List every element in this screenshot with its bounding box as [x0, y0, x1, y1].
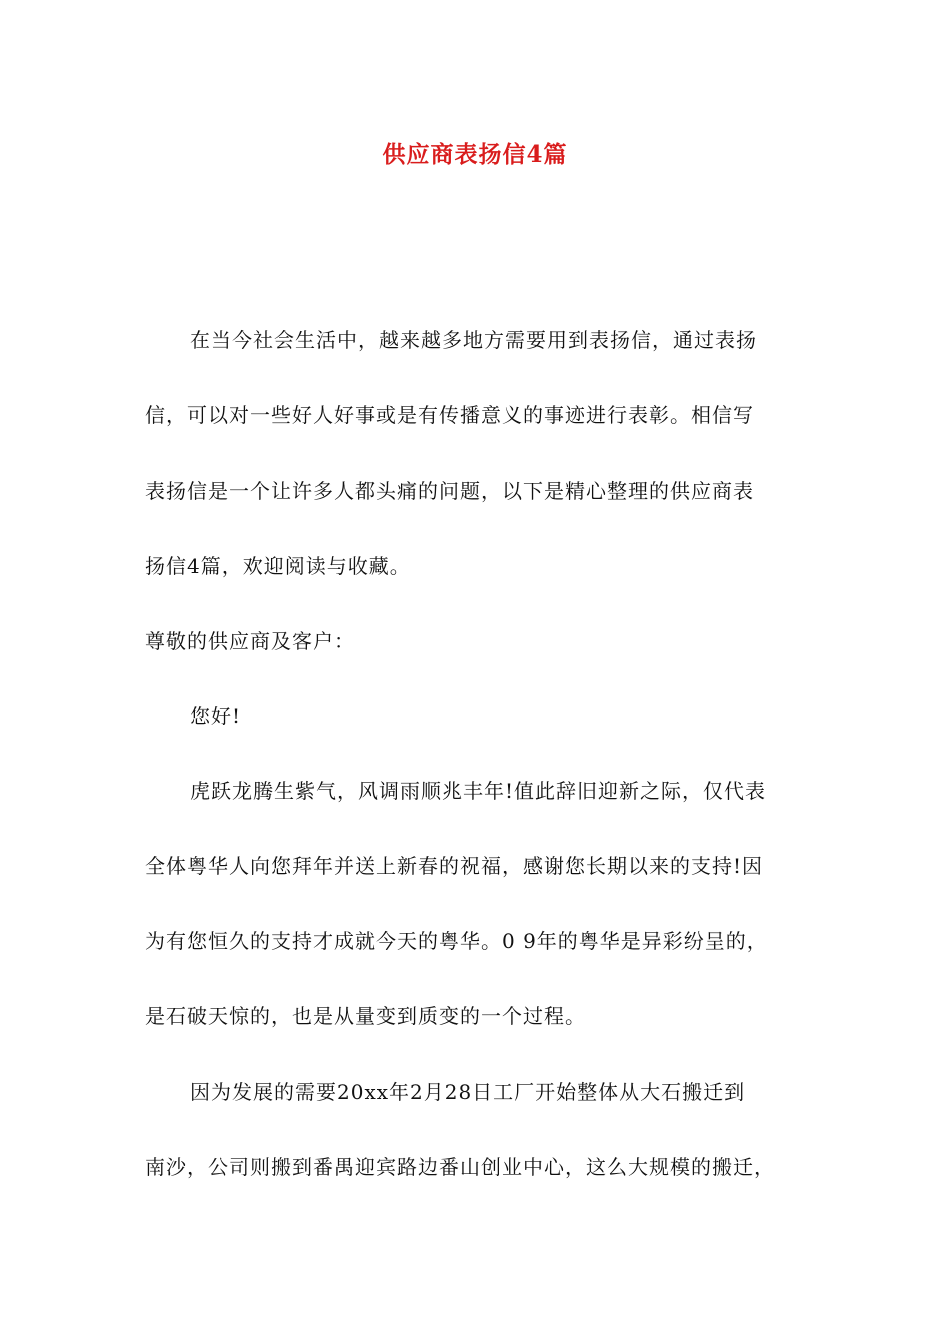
paragraph-line: 是石破天惊的，也是从量变到质变的一个过程。 [145, 1004, 586, 1028]
paragraph-line: 南沙，公司则搬到番禺迎宾路边番山创业中心，这么大规模的搬迁， [145, 1155, 775, 1179]
paragraph-line: 扬信4篇，欢迎阅读与收藏。 [145, 554, 411, 578]
paragraph-line: 因为发展的需要20xx年2月28日工厂开始整体从大石搬迁到 [190, 1080, 746, 1104]
greeting: 您好! [190, 704, 242, 728]
paragraph-line: 在当今社会生活中，越来越多地方需要用到表扬信，通过表扬 [190, 328, 757, 352]
paragraph-line: 信，可以对一些好人好事或是有传播意义的事迹进行表彰。相信写 [145, 403, 754, 427]
paragraph-line: 虎跃龙腾生紫气，风调雨顺兆丰年!值此辞旧迎新之际，仅代表 [190, 779, 767, 803]
paragraph-line: 表扬信是一个让许多人都头痛的问题，以下是精心整理的供应商表 [145, 479, 754, 503]
paragraph-line: 全体粤华人向您拜年并送上新春的祝福，感谢您长期以来的支持!因 [145, 854, 764, 878]
salutation: 尊敬的供应商及客户： [145, 629, 355, 653]
paragraph-line: 为有您恒久的支持才成就今天的粤华。0 9年的粤华是异彩纷呈的， [145, 929, 768, 953]
document-title: 供应商表扬信4篇 [382, 141, 568, 168]
